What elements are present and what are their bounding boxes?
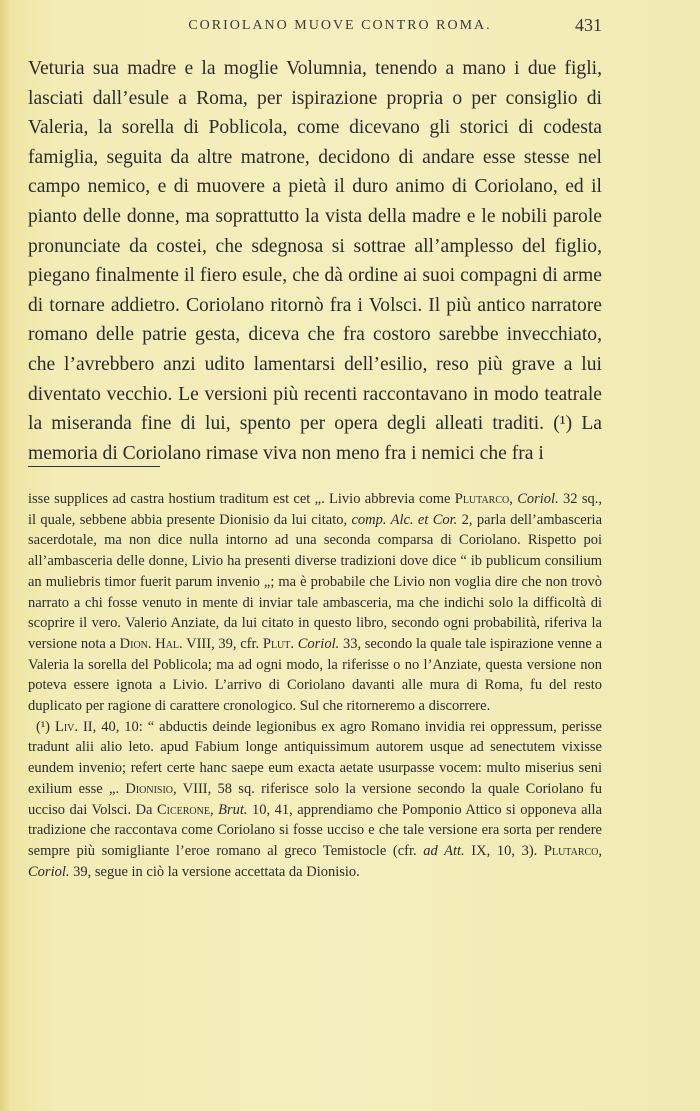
- italic-citation: Brut.: [218, 801, 248, 818]
- footnote-1-text: [28, 719, 602, 880]
- page-number: 431: [575, 15, 602, 35]
- author-name: Plutarco: [543, 842, 599, 859]
- italic-citation: ad Att.: [423, 842, 465, 859]
- italic-citation: comp. Alc. et Cor.: [351, 511, 458, 528]
- italic-citation: Coriol.: [297, 635, 340, 652]
- text-run: II, 40, 10: “ abductis deinde legionibus ex agro Romano invidia rei oppressum, perisse tradunt alii alio leto. apud Fabium longe antiquissimum autorem usque ad senectutem vixisse eundem invenio; refert certe hanc saepe eum exacta aetate usurpasse vocem: multo miserius seni exilium esse „.: [28, 718, 602, 797]
- footnote-marker: (¹): [36, 718, 51, 735]
- author-name: Dionisio: [125, 780, 174, 797]
- footnote-continued: [28, 489, 602, 717]
- author-name: Plut.: [262, 635, 295, 652]
- text-run: , VIII, 58 sq. riferisce solo la versione secondo la quale Coriolano fu ucciso dai Volsci. Da: [28, 780, 602, 818]
- author-name: Cicerone: [156, 801, 210, 818]
- text-run: 2, parla dell’ambasceria sacerdotale, ma non dice nulla intorno ad una seconda comparsa di Coriolano. Rispetto poi all’ambasceria delle donne, Livio ha presenti diverse tradizioni dove dice “ ib publicum consilium an muliebris timor fuerit parum invenio „; ma è probabile che Livio non voglia dire che non trovò narrato a chi fosse venuto in mente di inviar tale ambasceria, ma che indichi solo la difficoltà di scoprire il vero. Valerio Anziate, da lui citato in questo libro, secondo ogni probabilità, riferiva la versione nota a: [28, 511, 603, 652]
- author-name: Dion. Hal.: [119, 635, 183, 652]
- italic-citation: Coriol.: [28, 863, 70, 880]
- text-run: ,: [209, 801, 219, 818]
- author-name: Liv.: [54, 718, 79, 735]
- text-run: 33, secondo la quale tale ispirazione venne a Valeria la sorella del Poblicola; ma ad ogni modo, la riferisse o no l’Anziate, questa versione non poteva essere ignota a Livio. L’arrivo di Coriolano davanti alle mura di Roma, fu del resto duplicato per ragione di carattere cronologico. Sul che ritorneremo a discorrere.: [28, 635, 603, 715]
- author-name: Plutarco: [454, 491, 510, 507]
- text-run: ,: [509, 491, 518, 507]
- text-run: ,: [598, 842, 603, 859]
- footnote-divider: [28, 466, 160, 467]
- footnote-1: [28, 717, 602, 883]
- text-run: 32 sq., il quale, sebbene abbia presente Dionisio da lui citato,: [28, 491, 602, 528]
- page-edge-shadow: [0, 0, 10, 1111]
- text-run: 10, 41, apprendiamo che Pomponio Attico si opponeva alla tradizione che raccontava come Coriolano si fosse ucciso e che tale versione era sorta per rendere sempre più somigliante l’eroe romano al greco Temistocle (cfr.: [28, 801, 603, 859]
- italic-citation: Coriol.: [517, 491, 559, 507]
- running-title: CORIOLANO MUOVE CONTRO ROMA.: [188, 18, 492, 33]
- footnotes: [28, 489, 602, 882]
- main-paragraph: Veturia sua madre e la moglie Volumnia, tenendo a mano i due figli, lasciati dall’esule a Roma, per ispirazione propria o per consiglio di Valeria, la sorella di Poblicola, come dicevano gli storici di codesta famiglia, seguita da altre matrone, decidono di andare esse stesse nel campo nemico, e di muovere a pietà il duro animo di Coriolano, ed il pianto delle donne, ma soprattutto la vista della madre e le nobili parole pronunciate da costei, che sdegnosa si sottrae all’amplesso del figlio, piegano finalmente il fiero esule, che dà ordine ai suoi compagni di arme di tornare addietro. Coriolano ritornò fra i Volsci. Il più antico narratore romano delle patrie gesta, diceva che fra costoro sarebbe invecchiato, che l’avrebbero anzi udito lamentarsi dell’esilio, reso più grave a lui diventato vecchio. Le versioni più recenti raccontavano in modo teatrale la miseranda fine di lui, spento per opera degli alleati traditi. (¹) La memoria di Coriolano rimase viva non meno fra i nemici che fra i: [28, 58, 602, 464]
- text-run: 39, segue in ciò la versione accettata da Dionisio.: [69, 863, 360, 880]
- text-run: IX, 10, 3).: [464, 842, 544, 859]
- text-run: isse supplices ad castra hostium traditum est cet „. Livio abbrevia come: [28, 491, 455, 507]
- text-run: VIII, 39, cfr.: [182, 635, 263, 652]
